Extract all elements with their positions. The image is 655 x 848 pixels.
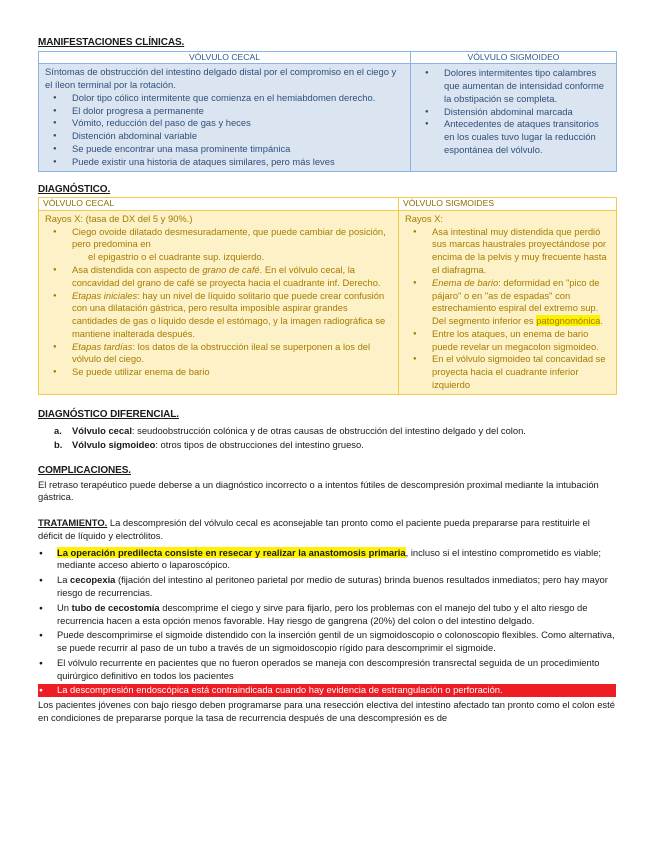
list-item: ● Antecedentes de ataques transitorios en los cuales tuvo lugar la reducción espontánea del vólvulo.	[444, 118, 610, 156]
list-item: ● Entre los ataques, un enema de bario puede revelar un megacolon sigmoideo.	[432, 328, 610, 354]
treatment-list	[38, 547, 616, 698]
list-item: ● Asa intestinal muy distendida que perdió sus marcas haustrales proyectándose por encima de la pelvis y muy frecuente hasta el diafragma.	[432, 226, 610, 277]
diagnosis-col1-header: VÓLVULO CECAL	[39, 198, 399, 211]
list-item: ● Etapas tardías: los datos de la obstrucción ileal se superponen a los del vólvulo del ciego.	[72, 341, 392, 367]
diagnosis-table	[38, 197, 617, 395]
highlight-operation: La operación predilecta consiste en resecar y realizar la anastomosis primaria	[57, 546, 406, 558]
list-item: ● Distención abdominal variable	[72, 130, 404, 143]
list-item: ● El dolor progresa a permanente	[72, 105, 404, 118]
complications-heading: COMPLICACIONES.	[38, 464, 131, 476]
list-item: ● Se puede encontrar una masa prominente timpánica	[72, 143, 404, 156]
list-item: ● Dolor tipo cólico intermitente que comienza en el hemiabdomen derecho.	[72, 92, 404, 105]
diagnosis-cecal-list	[45, 226, 392, 379]
document-page	[38, 36, 616, 725]
diagnosis-heading: DIAGNÓSTICO.	[38, 183, 111, 195]
list-item: ● Ciego ovoide dilatado desmesuradamente, que puede cambiar de posición, pero predomina en el epigastrio o el cuadrante sup. izquierdo.	[72, 226, 392, 264]
differential-list	[54, 425, 616, 452]
clinical-sigmoid-list	[417, 67, 610, 156]
highlight-patognomonica: patognomónica	[536, 315, 601, 327]
list-item: ● Dolores intermitentes tipo calambres que aumentan de intensidad conforme la obstipación se completa.	[444, 67, 610, 105]
diagnosis-sigmoid-intro: Rayos X:	[405, 212, 444, 224]
alert-contraindication: ● La descompresión endoscópica está contraindicada cuando hay evidencia de estrangulación o perforación.	[38, 684, 616, 697]
diagnosis-col2-header: VÓLVULO SIGMOIDES	[399, 198, 617, 211]
list-item: b. Vólvulo sigmoideo: otros tipos de obstrucciones del intestino grueso.	[54, 439, 364, 451]
clinical-table	[38, 51, 617, 172]
list-item: ● Un tubo de cecostomía descomprime el ciego y sirve para fijarlo, pero los problemas con el manejo del tubo y el alto riesgo de recurrencia hacen a esta opción menos favorable. Hay riesgo de gangrena (20%) del colon o del intestino delgado.	[57, 602, 616, 628]
clinical-cecal-list	[45, 92, 404, 169]
clinical-sigmoid-cell	[411, 64, 617, 171]
list-item: ● Puede existir una historia de ataques similares, pero más leves	[72, 156, 404, 169]
list-item: ● Asa distendida con aspecto de grano de café. En el vólvulo cecal, la concavidad del grano de café se proyecta hacia el cuadrante inf. Derecho.	[72, 264, 392, 290]
diagnosis-cecal-intro: Rayos X: (tasa de DX del 5 y 90%.)	[45, 212, 193, 224]
list-item: ● Enema de bario: deformidad en "pico de pájaro" o en "as de espadas" con estrechamiento espiral del extremo sup. Del segmento inferior es patognomónica.	[432, 277, 610, 328]
diagnosis-cecal-cell	[39, 210, 399, 394]
list-item: ● Distensión abdominal marcada	[444, 106, 610, 119]
clinical-col2-header: VÓLVULO SIGMOIDEO	[411, 51, 617, 64]
differential-heading: DIAGNÓSTICO DIFERENCIAL.	[38, 408, 179, 420]
diagnosis-sigmoid-cell	[399, 210, 617, 394]
clinical-cecal-intro: Síntomas de obstrucción del intestino delgado distal por el compromiso en el ciego y el íleon terminal por la rotación.	[45, 66, 397, 91]
list-item: ● Puede descomprimirse el sigmoide distendido con la inserción gentil de un sigmoidoscopio o colonoscopio flexibles. Como alternativa, se puede recurrir al paso de un tubo a través de un sigmoidoscopio rígido para descomprimir el sigmoide.	[57, 629, 616, 655]
clinical-heading: MANIFESTACIONES CLÍNICAS.	[38, 37, 185, 48]
complications-text: El retraso terapéutico puede deberse a un diagnóstico incorrecto o a intentos fútiles de descompresión proximal mediante la intubación gástrica.	[38, 478, 599, 503]
list-item: ● Vómito, reducción del paso de gas y heces	[72, 117, 404, 130]
diagnosis-sigmoid-list	[405, 226, 610, 392]
list-item: ● La operación predilecta consiste en resecar y realizar la anastomosis primaria, incluso si el intestino comprometido es viable; mediante acceso abierto o laparoscópico.	[57, 547, 616, 573]
clinical-cecal-cell	[39, 64, 411, 171]
treatment-closing: Los pacientes jóvenes con bajo riesgo deben programarse para una resección electiva del intestino afectado tan pronto como el colon esté en condiciones de prepararse porque la tasa de recurrencia después de una descompresión es de	[38, 699, 615, 723]
treatment-heading: TRATAMIENTO.	[38, 517, 108, 529]
list-item: ● El vólvulo recurrente en pacientes que no fueron operados se maneja con descompresión transrectal seguida de un procedimiento quirúrgico definitivo en todos los pacientes	[57, 657, 616, 683]
treatment-intro: TRATAMIENTO. La descompresión del vólvulo cecal es aconsejable tan pronto como el paciente pueda prepararse para restituirle el déficit de líquido y electrólitos.	[38, 517, 590, 541]
list-item: ● Se puede utilizar enema de bario	[72, 366, 392, 379]
list-item: ● La cecopexia (fijación del intestino al peritoneo parietal por medio de suturas) brinda buenos resultados inmediatos; pero hay mayor riesgo de recurrencias.	[57, 574, 616, 600]
list-item: a. Vólvulo cecal: seudoobstrucción colónica y de otras causas de obstrucción del intestino delgado y del colon.	[54, 425, 526, 437]
list-item: ● En el vólvulo sigmoideo tal concavidad se proyecta hacia el cuadrante inferior izquierdo	[432, 353, 610, 391]
list-item: ● Etapas iniciales: hay un nivel de líquido solitario que puede crear confusión con una dilatación gástrica, pero resulta imposible aspirar grandes cantidades de gas o líquido desde el estómago, y la imagen radiográfica se mantiene inalterada después.	[72, 290, 392, 341]
clinical-col1-header: VÓLVULO CECAL	[39, 51, 411, 64]
